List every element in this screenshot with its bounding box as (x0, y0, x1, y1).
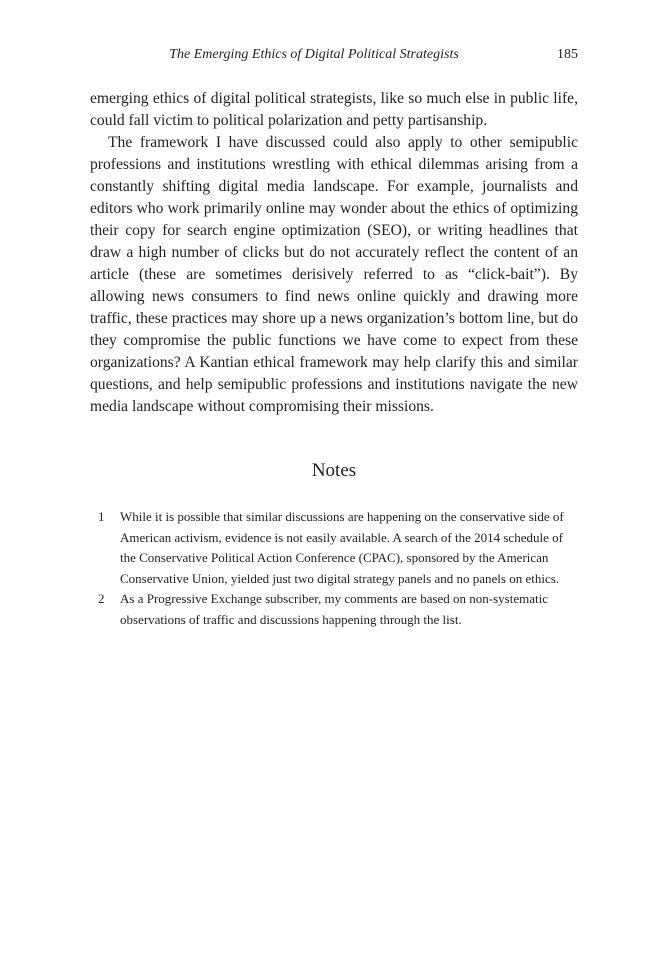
note-number: 1 (98, 509, 105, 524)
notes-list (98, 507, 568, 630)
note-text: While it is possible that similar discussions are happening on the conservative side of American activism, evidence is not easily available. A search of the 2014 schedule of the Conservative Political Action Conference (CPAC), sponsored by the American Conservative Union, yielded just two digital strategy panels and no panels on ethics. (120, 509, 564, 586)
running-head (90, 47, 578, 67)
notes-heading: Notes (311, 460, 357, 481)
paragraph-continued: emerging ethics of digital political strategists, like so much else in public life, could fall victim to political polarization and petty partisanship. (90, 90, 578, 129)
note-number: 2 (98, 591, 105, 606)
note-text: As a Progressive Exchange subscriber, my comments are based on non-systematic observations of traffic and discussions happening through the list. (120, 591, 549, 627)
note-item (98, 507, 568, 589)
paragraph: The framework I have discussed could also apply to other semipublic professions and institutions wrestling with ethical dilemmas arising from a constantly shifting digital media landscape. For example, journalists and editors who work primarily online may wonder about the ethics of optimizing their copy for search engine optimization (SEO), or writing headlines that draw a high number of clicks but do not accurately reflect the content of an article (these are sometimes derisively referred to as “click-bait”). By allowing news consumers to find news online quickly and drawing more traffic, these practices may shore up a news organization’s bottom line, but do they compromise the public functions we have come to expect from these organizations? A Kantian ethical framework may help clarify this and similar questions, and help semipublic professions and institutions navigate the new media landscape without compromising their missions. (90, 134, 578, 415)
running-title: The Emerging Ethics of Digital Political Strategists (169, 47, 459, 62)
body-text (90, 88, 578, 418)
note-item (98, 589, 568, 630)
page-number: 185 (557, 47, 578, 62)
